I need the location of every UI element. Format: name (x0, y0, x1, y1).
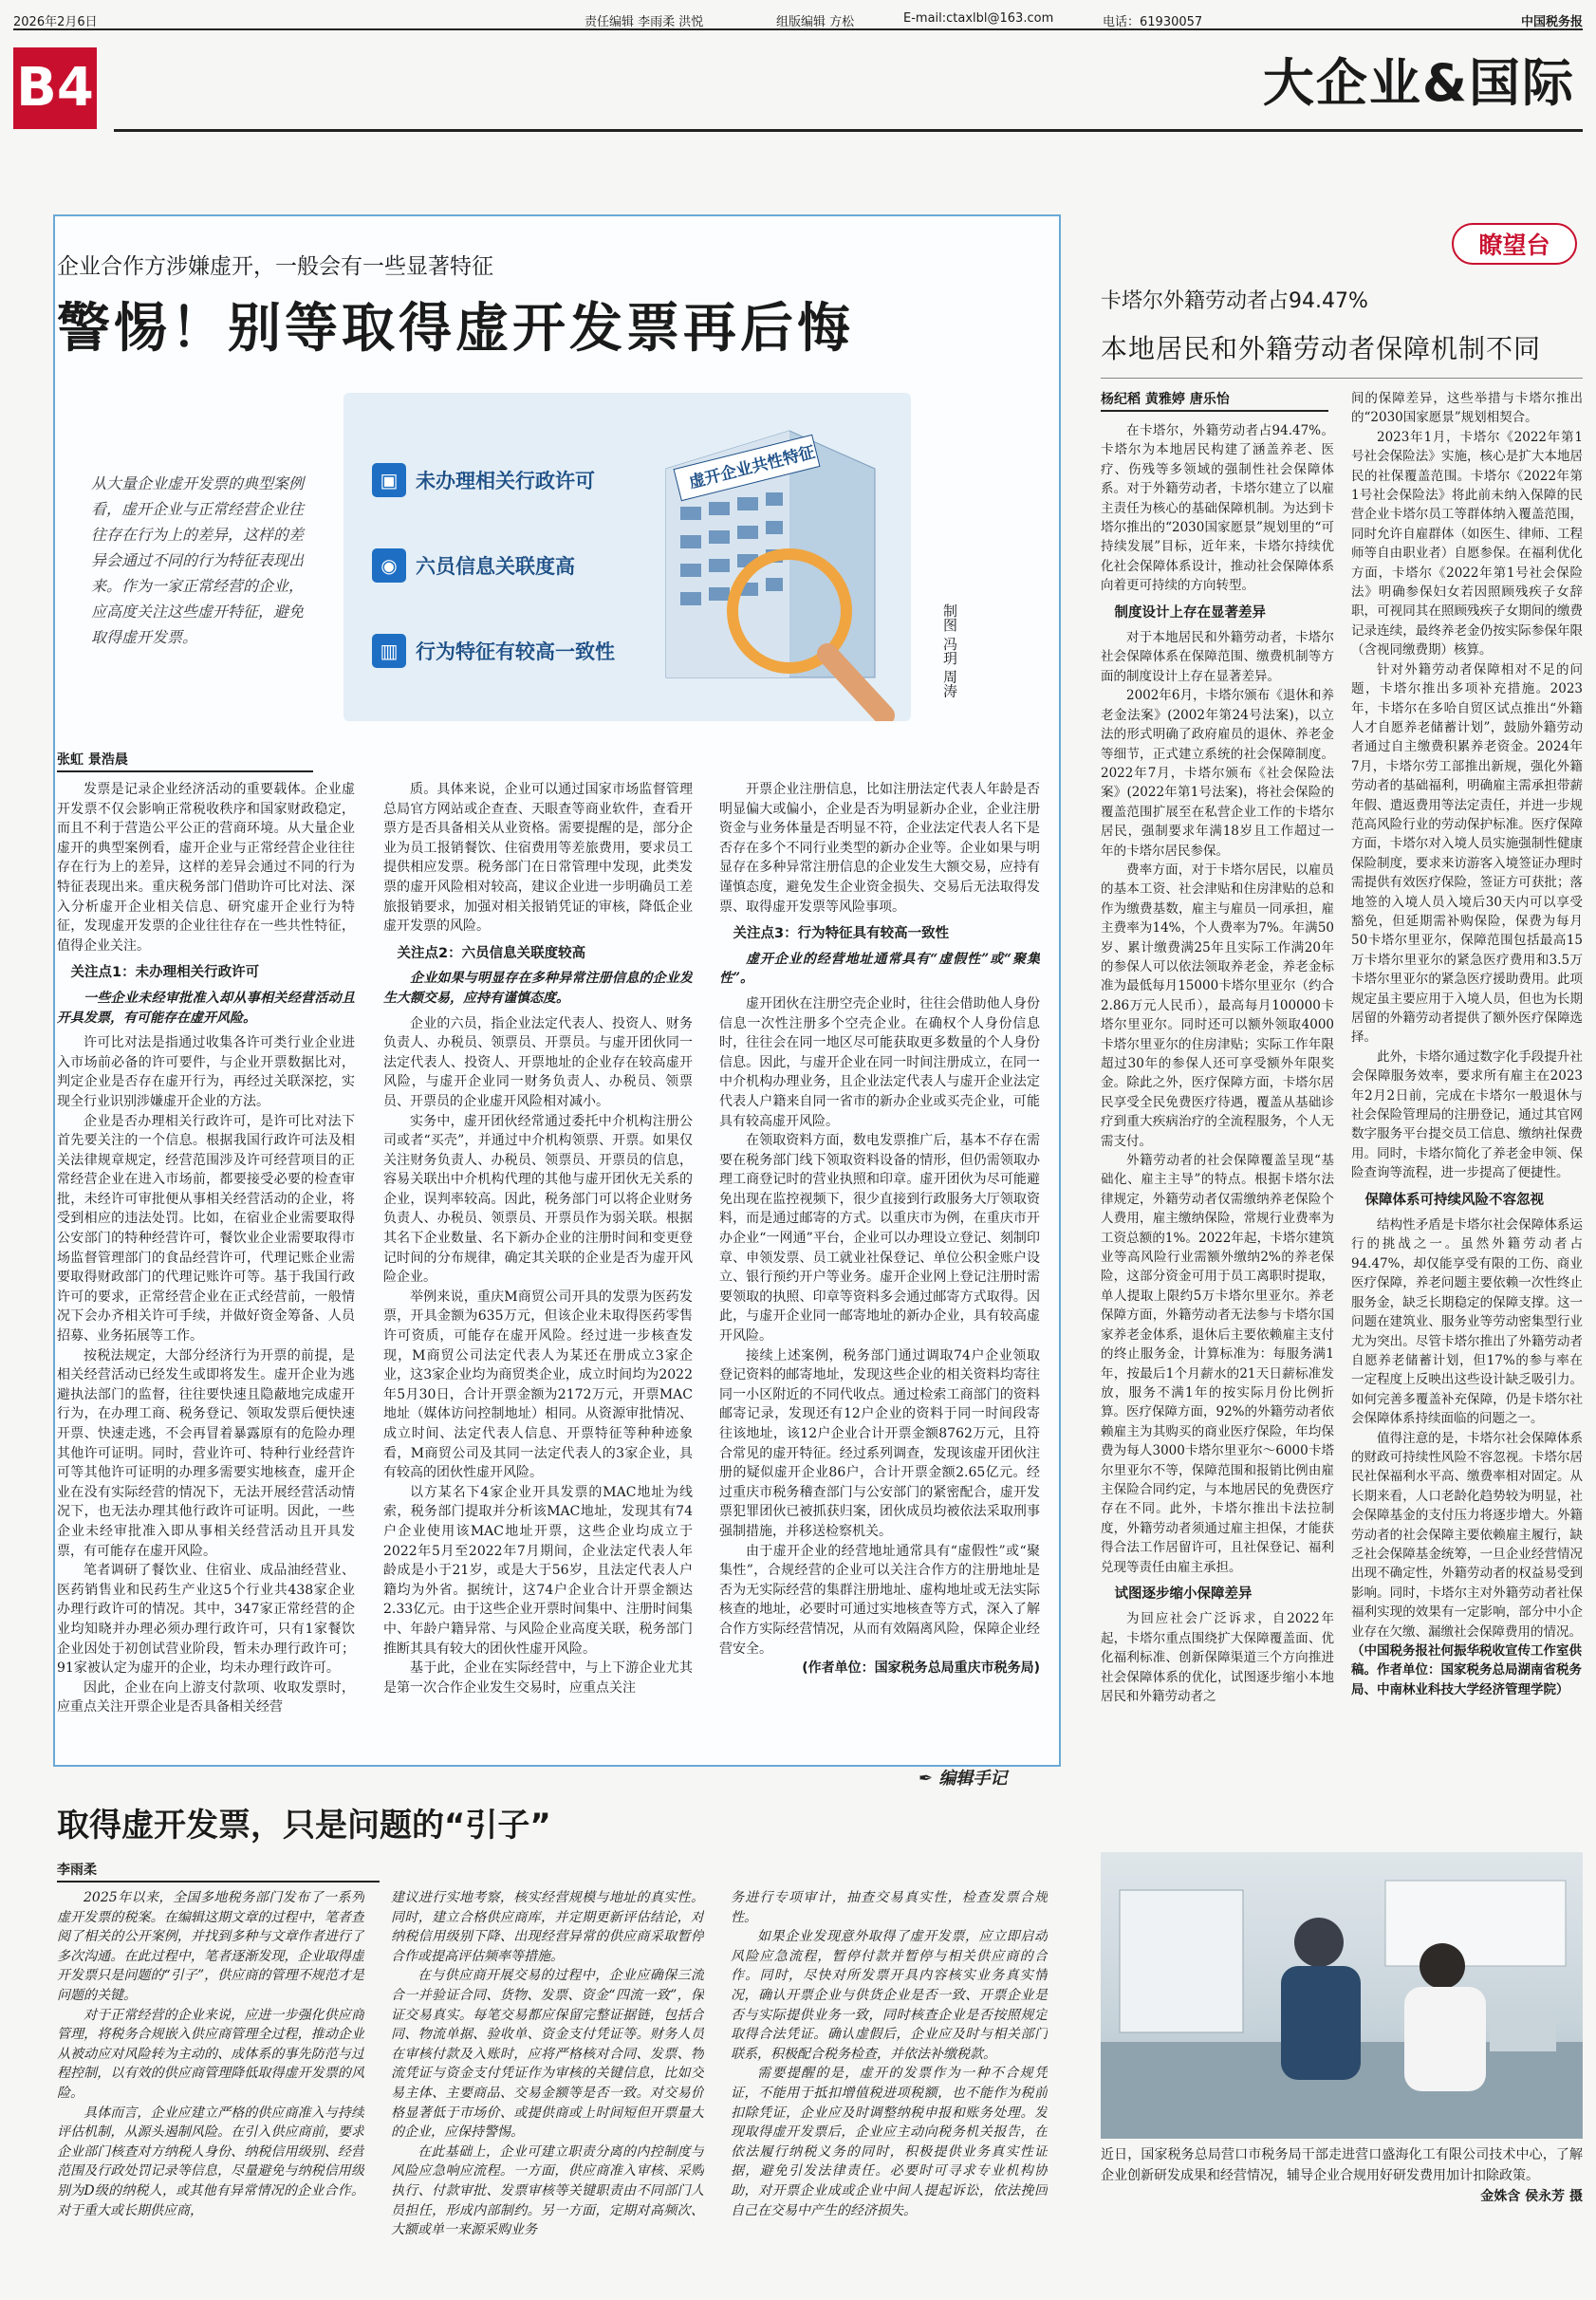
paragraph: 为回应社会广泛诉求，自2022年起，卡塔尔重点围绕扩大保障覆盖面、优化福利标准、创新保障渠道三个方向推进社会保障体系的优化，试图逐步缩小本地居民和外籍劳动者之 (1101, 1611, 1334, 1704)
paragraph: 具体而言，企业应建立严格的供应商准入与持续评估机制，从源头遏制风险。在引入供应商前，要求企业部门核查对方纳税人身份、纳税信用级别、经营范围及行政处罚记录等信息，尽量避免与纳税信用级别为D级的纳税人，或其他有异常情况的企业合作。对于重大或长期供应商， (57, 2105, 364, 2218)
paragraph: 2025年以来，全国多地税务部门发布了一系列虚开发票的税案。在编辑这期文章的过程中，笔者查阅了相关的公开案例，并找到多种与文章作者进行了多次沟通。在此过程中，笔者逐渐发现，企业取得虚开发票只是问题的“引子”，供应商的管理不规范才是问题的关键。 (57, 1890, 364, 2003)
column-logo: 瞭望台 (1452, 223, 1577, 265)
paragraph: 许可比对法是指通过收集各许可类行业企业进入市场前必备的许可要件，与企业开票数据比对，判定企业是否存在虚开行为，再经过关联深挖，实现全行业识别涉嫌虚开企业的方法。 (57, 1035, 355, 1109)
paragraph: 企业的六员，指企业法定代表人、投资人、财务负责人、办税员、领票员、开票员。与虚开团伙同一法定代表人、投资人、开票地址的企业存在较高虚开风险，与虚开企业同一财务负责人、办税员、领票员、开票员的企业虚开风险相对减小。 (383, 1015, 693, 1109)
paragraph: 务进行专项审计，抽查交易真实性，检查发票合规性。 (731, 1890, 1048, 1925)
news-photo (1101, 1852, 1583, 2139)
people-icon: ◉ (372, 548, 406, 583)
bottom-article-column-2 (391, 1888, 704, 2287)
paragraph: 举例来说，重庆M商贸公司开具的发票为医药发票，开具金额为635万元，但该企业未取得医药零售许可资质，可能存在虚开风险。经过进一步核查发现，M商贸公司法定代表人为某还在册成立3家企业，这3家企业均为商贸类企业，成立时间均为2022年5月30日，合计开票金额为2172万元，开票MAC地址（媒体访问控制地址）相同。从资源审批情况、成立时间、法定代表人信息、开票特征等种种迹象看，M商贸公司及其同一法定代表人的3家企业，具有较高的团伙性虚开风险。 (383, 1289, 693, 1481)
paragraph: 针对外籍劳动者保障相对不足的问题，卡塔尔推出多项补充措施。2023年，卡塔尔在多哈自贸区试点推出“外籍人才自愿养老储蓄计划”，鼓励外籍劳动者通过自主缴费积累养老资金。2024年7月，卡塔尔劳工部推出新规，强化外籍劳动者的基础福利，明确雇主需承担带薪年假、遣返费用等法定责任，并进一步规范高风险行业的劳动保护标准。医疗保障方面，卡塔尔对入境人员实施强制性健康保险制度，要求来访游客入境签证办理时需提供有效医疗保险，签证方可获批；落地签的入境人员入境后30天内可以享受豁免，但延期需补购保险，保费为每月50卡塔尔里亚尔，保障范围包括最高15万卡塔尔里亚尔的紧急医疗费用和3.5万卡塔尔里亚尔的紧急医疗援助费用。此项规定虽主要应用于入境人员，但也为长期居留的外籍劳动者提供了额外医疗保障选择。 (1351, 661, 1583, 1046)
paragraph: 2023年1月，卡塔尔《2022年第1号社会保险法》实施，核心是扩大本地居民的社保覆盖范围。卡塔尔《2022年第1号社会保险法》将此前未纳入保障的民营企业卡塔尔员工等群体纳入覆盖范围，同时允许自雇群体（如医生、律师、工程师等自由职业者）自愿参保。在福利优化方面，卡塔尔《2022年第1号社会保险法》明确参保妇女若因照顾残疾子女辞职，可视同其在照顾残疾子女期间的缴费记录连续，最终养老金仍按实际参保年限（含视同缴费期）核算。 (1351, 429, 1583, 658)
contact-email[interactable]: E-mail:ctaxlbl@163.com (903, 11, 1054, 26)
subheading: 关注点1：未办理相关行政许可 (70, 965, 260, 981)
section-title: 大企业&国际 (1262, 53, 1575, 113)
paragraph: 发票是记录企业经济活动的重要载体。企业虚开发票不仅会影响正常税收秩序和国家财政稳定，而且不利于营造公平公正的营商环境。从大量企业虚开的典型案例看，虚开企业与正常经营企业往往存在行为上的差异，这样的差异会通过不同的行为特征表现出来。重庆税务部门借助许可比对法、深入分析虚开企业相关信息、研究虚开企业行为特征，发现虚开发票的企业往往存在一些共性特征，值得企业关注。 (57, 782, 355, 954)
responsible-editor: 责任编辑 李雨柔 洪悦 (585, 15, 704, 29)
photo-scene (1101, 1852, 1583, 2139)
paragraph: 值得注意的是，卡塔尔社会保障体系的财政可持续性风险不容忽视。卡塔尔居民社保福利水平高、缴费率相对固定。从长期来看，人口老龄化趋势较为明显，社会保障基金的支付压力将逐步增大。外籍劳动者的社会保障主要依赖雇主履行，缺乏社会保障基金统筹，一旦企业经营情况出现不确定性，外籍劳动者的权益易受到影响。同时，卡塔尔主对外籍劳动者社保福利实现的效果有一定影响，部分中小企业存在欠缴、漏缴社会保障费用的情况。 (1351, 1430, 1583, 1640)
feature-label-3: 行为特征有较高一致性 (416, 640, 615, 663)
chart-icon: ▥ (372, 634, 406, 668)
top-article-column-2 (383, 780, 693, 1757)
header-rule (114, 129, 1583, 132)
paragraph: 由于虚开企业的经营地址通常具有“虚假性”或“聚集性”，合规经营的企业可以关注合作方的注册地址是否为无实际经营的集群注册地址、虚构地址或无法实际核查的地址，必要时可通过实地核查等方式，深入了解合作方实际经营情况，从而有效隔离风险，保障企业经营安全。 (719, 1543, 1040, 1657)
photo-caption (1101, 2144, 1583, 2207)
paragraph: 质。具体来说，企业可以通过国家市场监督管理总局官方网站或企查查、天眼查等商业软件，查看开票方是否具备相关从业资格。需要提醒的是，部分企业为员工报销餐饮、住宿费用等差旅费用，要求员工提供相应发票。税务部门在日常管理中发现，此类发票的虚开风险相对较高，建议企业进一步明确员工差旅报销要求，加强对相关报销凭证的审核，降低企业虚开发票的风险。 (383, 782, 693, 935)
right-article-column-1 (1101, 421, 1334, 1831)
page-badge: B4 (13, 47, 97, 129)
pull-quote: 一些企业未经审批准入却从事相关经营活动且开具发票，有可能存在虚开风险。 (57, 990, 355, 1026)
author-affiliation: （中国税务报社何振华税收宣传工作室供稿。作者单位：国家税务总局湖南省税务局、中南林业科技大学经济管理学院） (1351, 1643, 1582, 1697)
paragraph: 按税法规定，大部分经济行为开票的前提，是相关经营活动已经发生或即将发生。虚开企业为逃避执法部门的监督，往往要快速且隐蔽地完成虚开行为，在办理工商、税务登记、领取发票后便快速开票、快速走逃，不会再冒着暴露原有的危险办理其他许可证明。同时，营业许可、特种行业经营许可等其他许可证明的办理多需要实地核查，虚开企业在没有实际经营的情况下，无法开展经营活动情况下，也无法办理其他行政许可证明。因此，一些企业未经审批准入即从事相关经营活动且开具发票，有可能存在虚开风险。 (57, 1347, 355, 1559)
feature-label-2: 六员信息关联度高 (416, 555, 575, 578)
paragraph: 在此基础上，企业可建立职责分离的内控制度与风险应急响应流程。一方面，供应商准入审核、采购执行、付款审批、发票审核等关键职责由不同部门人员担任，形成内部制约。另一方面，定期对高频次、大额或单一来源采购业务 (391, 2143, 704, 2238)
feature-label-1: 未办理相关行政许可 (416, 470, 595, 492)
paragraph: 需要提醒的是，虚开的发票作为一种不合规凭证，不能用于抵扣增值税进项税额，也不能作为税前扣除凭证，企业应及时调整纳税申报和账务处理。发现取得虚开发票后，企业应主动向税务机关报告，在依法履行纳税义务的同时，积极提供业务真实性证据，避免引发法律责任。必要时可寻求专业机构协助，对开票企业成或企业中间人提起诉讼，依法挽回自己在交易中产生的经济损失。 (731, 2066, 1048, 2218)
feature-item-3 (372, 628, 615, 674)
permit-icon: ▣ (372, 463, 406, 497)
top-article-title: 警惕！别等取得虚开发票再后悔 (57, 297, 854, 360)
photo-credit: 金姝含 侯永芳 摄 (1480, 2189, 1583, 2204)
newspaper-name: 中国税务报 (1520, 15, 1583, 29)
paragraph: 间的保障差异，这些举措与卡塔尔推出的“2030国家愿景”规划相契合。 (1351, 391, 1583, 426)
paragraph: 在与供应商开展交易的过程中，企业应确保三流合一并验证合同、货物、发票、资金“四流一致”，保证交易真实。每笔交易都应保留完整证据链，包括合同、物流单据、验收单、资金支付凭证等。财务人员在审核付款及入账时，应将严格核对合同、发票、物流凭证与资金支付凭证作为审核的关键信息，比如交易主体、主要商品、交易金额等是否一致。对交易价格显著低于市场价、或提供商或上时间短但开票量大的企业，应保持警惕。 (391, 1968, 704, 2141)
paragraph: 基于此，企业在实际经营中，与上下游企业尤其是第一次合作企业发生交易时，应重点关注 (383, 1660, 693, 1696)
paragraph: 在领取资料方面，数电发票推广后，基本不存在需要在税务部门线下领取资料设备的情形，但仍需领取办理工商登记时的营业执照和印章。虚开团伙为尽可能避免出现在监控视频下，很少直接到行政服务大厅领取资料，而是通过邮寄的方式。以重庆市为例，在重庆市开办企业“一网通”平台，企业可以办理设立登记、刻制印章、申领发票、员工就业社保登记、单位公积金账户设立、银行预约开户等业务。虚开企业网上登记注册时需要领取的执照、印章等资料多会通过邮寄方式取得。因此，与虚开企业同一邮寄地址的新办企业，具有较高虚开风险。 (719, 1133, 1040, 1345)
paragraph: 对于正常经营的企业来说，应进一步强化供应商管理，将税务合规嵌入供应商管理全过程，推动企业从被动应对风险转为主动的、成体系的事先防范与过程控制，以有效的供应商管理降低取得虚开发票的风险。 (57, 2007, 364, 2101)
top-article-column-1 (57, 780, 355, 1757)
author-affiliation: (作者单位：国家税务总局重庆市税务局) (802, 1660, 1040, 1677)
bottom-article-title: 取得虚开发票，只是问题的“引子” (57, 1807, 551, 1845)
right-article-title: 本地居民和外籍劳动者保障机制不同 (1101, 333, 1542, 364)
editor-note-label: 编辑手记 (938, 1769, 1008, 1789)
issue-date: 2026年2月6日 (13, 15, 98, 29)
photo-caption-text: 近日，国家税务总局营口市税务局干部走进营口盛海化工有限公司技术中心，了解企业创新研发成果和经营情况，辅导企业合规用好研发费用加计扣除政策。 (1101, 2147, 1583, 2183)
subheading: 关注点2：六员信息关联度较高 (397, 945, 586, 961)
pen-icon: ✒ (919, 1769, 934, 1789)
subheading: 关注点3：行为特征具有较高一致性 (733, 926, 950, 942)
graphic-caption: 制图 冯玥 周涛 (941, 603, 958, 698)
right-title-rule (1101, 378, 1583, 379)
top-article-kicker: 企业合作方涉嫌虚开，一般会有一些显著特征 (57, 254, 493, 279)
pull-quote: 企业如果与明显存在多种异常注册信息的企业发生大额交易，应持有谨慎态度。 (383, 971, 693, 1006)
top-article-lead: 从大量企业虚开发票的典型案例看，虚开企业与正常经营企业往往存在行为上的差异，这样的差异会通过不同的行为特征表现出来。作为一家正常经营的企业，应高度关注这些虚开特征，避免取得虚开发票。 (91, 474, 305, 646)
subheading: 试图逐步缩小保障差异 (1114, 1586, 1253, 1602)
bottom-article-column-1 (57, 1888, 364, 2287)
feature-item-2 (372, 543, 575, 588)
paragraph: 以方某名下4家企业开具发票的MAC地址为线索，税务部门提取并分析该MAC地址，发现其有74户企业使用该MAC地址开票，这些企业均成立于2022年5月至2022年7月期间，企业法定代表人年龄成是小于21岁，或是大于56岁，且法定代表人户籍均为外省。据统计，这74户企业合计开票金额达2.33亿元。由于这些企业开票时间集中、注册时间集中、年龄户籍异常、与风险企业高度关联，税务部门推断其具有较大的团伙性虚开风险。 (383, 1484, 693, 1657)
paragraph: 接续上述案例，税务部门通过调取74户企业领取登记资料的邮寄地址，发现这些企业的相关资料均寄往同一小区附近的不同代收点。通过检索工商部门的资料邮寄记录，发现还有12户企业的资料于同一时间段寄往该地址，该12户企业合计开票金额8762万元，且符合常见的虚开特征。经过系列调查，发现该虚开团伙注册的疑似虚开企业86户，合计开票金额2.65亿元。经过重庆市税务稽查部门与公安部门的紧密配合，虚开发票犯罪团伙已被抓获归案，团伙成员均被依法采取刑事强制措施，并移送检察机关。 (719, 1347, 1040, 1539)
top-article-byline: 张虹 景浩晨 (57, 750, 313, 772)
paragraph: 如果企业发现意外取得了虚开发票，应立即启动风险应急流程，暂停付款并暂停与相关供应商的合作。同时，尽快对所发票开具内容核实业务真实情况，确认开票企业与供货企业是否一致、开票企业是否与实际提供业务一致，同时核查企业是否按照规定取得合法凭证。确认虚假后，企业应及时与相关部门联系，积极配合税务检查，并依法补缴税款。 (731, 1929, 1048, 2062)
paragraph: 因此，企业在向上游支付款项、收取发票时，应重点关注开票企业是否具备相关经营 (57, 1679, 355, 1716)
right-article-byline: 杨纪稻 黄雅婷 唐乐怡 (1101, 389, 1328, 412)
paragraph: 笔者调研了餐饮业、住宿业、成品油经营业、医药销售业和民药生产业这5个行业共438家企业办理行政许可的情况。其中，347家正常经营的企业均知晓并办理必须办理行政许可，只有1家餐饮企业因处于初创试营业阶段，暂未办理行政许可；91家被认定为虚开的企业，均未办理行政许可。 (57, 1563, 355, 1677)
right-article-kicker: 卡塔尔外籍劳动者占94.47% (1101, 289, 1368, 313)
right-article-column-2 (1351, 389, 1583, 1831)
paragraph: 虚开团伙在注册空壳企业时，往往会借助他人身份信息一次性注册多个空壳企业。在确权个人身份信息时，往往会在同一地区尽可能获取更多数量的个人身份信息。因此，与虚开企业在同一时间注册成立，在同一中介机构办理业务，且企业法定代表人与虚开企业法定代表人户籍来自同一省市的新办企业或买壳企业，可能具有较高虚开风险。 (719, 995, 1040, 1129)
top-article-column-3 (719, 780, 1040, 1757)
paragraph: 费率方面，对于卡塔尔居民，以雇员的基本工资、社会津贴和住房津贴的总和作为缴费基数，雇主与雇员一同承担，雇主费率为14%，个人费率为7%。年满50岁、累计缴费满25年且实际工作满20年的参保人可以依法领取养老金，养老金标准为最低每月15000卡塔尔里亚尔（约合2.86万元人民币），最高每月100000卡塔尔里亚尔。同时还可以额外领取4000卡塔尔里亚尔的住房津贴；实际工作年限超过30年的参保人还可享受额外年限奖金。除此之外，医疗保障方面，卡塔尔居民享受全民免费医疗待遇，覆盖从基础诊疗到重大疾病治疗的全流程服务，个人无需支付。 (1101, 862, 1334, 1149)
paragraph: 在卡塔尔，外籍劳动者占94.47%。卡塔尔为本地居民构建了涵盖养老、医疗、伤残等多领域的强制性社会保障体系。对于外籍劳动者，卡塔尔建立了以雇主责任为核心的基础保障机制。为达到卡塔尔推出的“2030国家愿景”规划里的“可持续发展”目标，近年来，卡塔尔持续优化社会保障体系设计，推动社会保障体系向着更可持续的方向转型。 (1101, 423, 1334, 594)
pull-quote: 虚开企业的经营地址通常具有“虚假性”或“聚集性”。 (719, 951, 1040, 987)
page-header (13, 8, 1583, 30)
paragraph: 实务中，虚开团伙经常通过委托中介机构注册公司或者“买壳”，并通过中介机构领票、开票。如果仅关注财务负责人、办税员、领票员、开票员的信息，容易关联出中介机构代理的其他与虚开团伙无关系的企业，误判率较高。因此，税务部门可以将企业财务负责人、办税员、领票员、开票员作为弱关联。根据其名下企业数量、名下新办企业的注册时间和变更登记时间的分布规律，确定其关联的企业是否为虚开风险企业。 (383, 1113, 693, 1286)
editor-note-stamp (919, 1765, 1007, 1790)
paragraph: 开票企业注册信息，比如注册法定代表人年龄是否明显偏大或偏小，企业是否为明显新办企业，企业注册资金与业务体量是否明显不符，企业法定代表人名下是否存在多个不同行业类型的新办企业等。企业如果与明显存在多种异常注册信息的企业发生大额交易，应持有谨慎态度，避免发生企业资金损失、交易后无法取得发票、取得虚开发票等风险事项。 (719, 782, 1040, 915)
paragraph: 结构性矛盾是卡塔尔社会保障体系运行的挑战之一。虽然外籍劳动者占94.47%，却仅能享受有限的工伤、商业医疗保障，养老问题主要依赖一次性终止服务金，缺乏长期稳定的保障支撑。这一问题在建筑业、服务业等劳动密集型行业尤为突出。尽管卡塔尔推出了外籍劳动者自愿养老储蓄计划，但17%的参与率在一定程度上反映出这些设计缺乏吸引力。如何完善多覆盖补充保障，仍是卡塔尔社会保障体系持续面临的问题之一。 (1351, 1217, 1583, 1427)
paragraph: 建议进行实地考察，核实经营规模与地址的真实性。同时，建立合格供应商库，并定期更新评估结论，对纳税信用级别下降、出现经营异常的供应商采取暂停合作或提高评估频率等措施。 (391, 1890, 704, 1964)
features-graphic (343, 393, 911, 721)
subheading: 制度设计上存在显著差异 (1114, 604, 1266, 621)
contact-phone: 电话：61930057 (1103, 15, 1203, 29)
bottom-article-byline: 李雨柔 (57, 1860, 380, 1883)
paragraph: 此外，卡塔尔通过数字化手段提升社会保障服务效率，要求所有雇主在2023年2月2日前，完成在卡塔尔一般退休与社会保险管理局的注册登记，通过其官网数字服务平台提交员工信息、缴纳社保费用。同时，卡塔尔简化了养老金申领、保险查询等流程，进一步提高了便捷性。 (1351, 1048, 1583, 1181)
layout-editor: 组版编辑 方松 (776, 15, 855, 29)
building-sign: 虚开企业共性特征 (687, 442, 818, 493)
paragraph: 外籍劳动者的社会保障覆盖呈现“基础化、雇主主导”的特点。根据卡塔尔法律规定，外籍劳动者仅需缴纳养老保险个人费用，雇主缴纳保险，常规行业费率为工资总额的1%。2022年起，卡塔尔建筑业等高风险行业需额外缴纳2%的养老保险，这部分资金可用于员工离职时提取，单人提取上限约5万卡塔尔里亚尔。养老保障方面，外籍劳动者无法参与卡塔尔国家养老金体系，退休后主要依赖雇主支付的终止服务金，计算标准为：每服务满1年，按最后1个月薪水的21天日薪标准发放，服务不满1年的按实际月份比例折算。医疗保障方面，92%的外籍劳动者依赖雇主为其购买的商业医疗保险，年均保费为每人3000卡塔尔里亚尔～6000卡塔尔里亚尔不等，保障范围和报销比例由雇主保险合同约定，与本地居民的免费医疗存在不同。此外，卡塔尔推出卡法拉制度，外籍劳动者须通过雇主担保，才能获得合法工作居留许可，且社保登记、福利兑现等责任由雇主承担。 (1101, 1153, 1334, 1575)
paragraph: 对于本地居民和外籍劳动者，卡塔尔社会保障体系在保障范围、缴费机制等方面的制度设计上存在显著差异。 (1101, 630, 1334, 684)
bottom-article-column-3 (731, 1888, 1048, 2287)
paragraph: 企业是否办理相关行政许可，是许可比对法下首先要关注的一个信息。根据我国行政许可法及相关法律规章规定，经营范围涉及许可经营项目的正常经营企业在进入市场前，都要接受必要的检查审批，未经许可审批便从事相关经营活动的企业，将受到相应的违法处罚。比如，在宿业企业需要取得公安部门的特种经营许可，餐饮业企业需要取得市场监督管理部门的食品经营许可，代理记账企业需要取得财政部门的代理记账许可等。基于我国行政许可的要求，正常经营企业在正式经营前，一般情况下会办齐相关许可手续，并做好资金筹备、人员招募、业务拓展等工作。 (57, 1113, 355, 1345)
feature-item-1 (372, 457, 595, 503)
paragraph: 2002年6月，卡塔尔颁布《退休和养老金法案》(2002年第24号法案)，以立法的形式明确了政府雇员的退休、养老金等细节，正式建立系统的社会保障制度。2022年7月，卡塔尔颁布《社会保险法案》(2022年第1号法案)，将社会保险的覆盖范围扩展至在私营企业工作的卡塔尔居民，强制要求年满18岁且工作超过一年的卡塔尔居民参保。 (1101, 688, 1334, 859)
subheading: 保障体系可持续风险不容忽视 (1364, 1192, 1544, 1208)
